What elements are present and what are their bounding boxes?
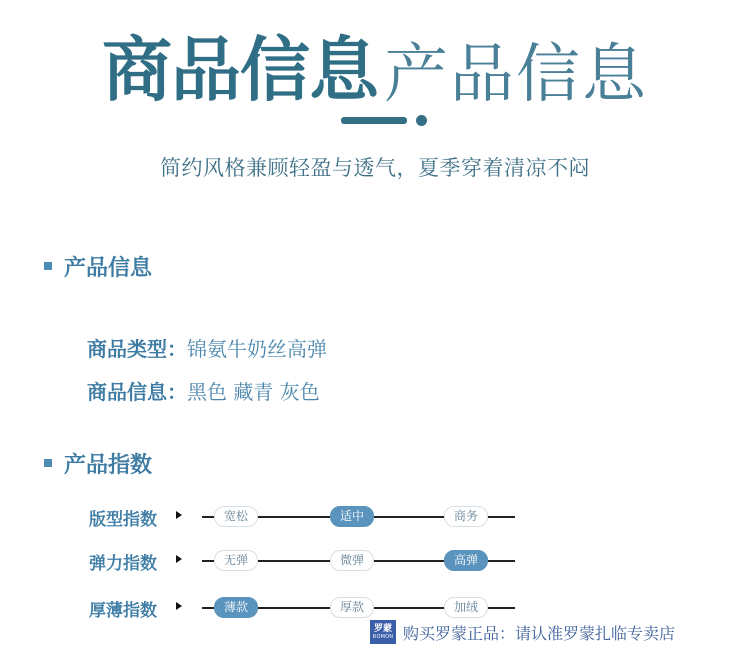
watermark-text: 购买罗蒙正品：请认准罗蒙扎临专卖店 xyxy=(403,623,676,643)
index-option: 商务 xyxy=(444,506,488,527)
index-option: 无弹 xyxy=(214,550,258,571)
brand-logo: 罗蒙 ROMON xyxy=(370,620,396,644)
section-product-info xyxy=(44,251,152,281)
index-option: 高弹 xyxy=(444,550,488,571)
section-title: 产品信息 xyxy=(64,255,153,281)
triangle-right-icon xyxy=(176,602,182,610)
index-option: 薄款 xyxy=(214,597,258,618)
square-bullet-icon xyxy=(44,459,52,467)
info-label: 商品类型： xyxy=(87,337,187,361)
index-option: 厚款 xyxy=(330,597,374,618)
index-row-fit xyxy=(0,503,750,531)
index-label: 版型指数 xyxy=(89,510,157,530)
index-row-stretch xyxy=(0,547,750,575)
title-underline-dot xyxy=(416,115,427,126)
index-label: 厚薄指数 xyxy=(89,601,157,621)
triangle-right-icon xyxy=(176,555,182,563)
title-underline-bar xyxy=(341,117,407,124)
info-label: 商品信息： xyxy=(87,380,187,404)
info-row-type xyxy=(87,333,327,362)
subtitle: 简约风格兼顾轻盈与透气，夏季穿着清凉不闷 xyxy=(160,156,590,180)
index-row-thickness xyxy=(0,594,750,622)
section-product-index xyxy=(44,448,152,478)
index-option: 适中 xyxy=(330,506,374,527)
watermark xyxy=(370,620,675,644)
index-option: 微弹 xyxy=(330,550,374,571)
square-bullet-icon xyxy=(44,262,52,270)
page-title xyxy=(0,14,750,112)
index-option: 加绒 xyxy=(444,597,488,618)
section-title: 产品指数 xyxy=(64,452,153,478)
info-value: 锦氨牛奶丝高弹 xyxy=(187,337,327,361)
triangle-right-icon xyxy=(176,511,182,519)
title-light: 产品信息 xyxy=(384,38,648,112)
index-label: 弹力指数 xyxy=(89,554,157,574)
info-row-colors xyxy=(87,376,320,405)
info-value: 黑色 藏青 灰色 xyxy=(187,380,320,404)
title-bold: 商品信息 xyxy=(102,29,378,111)
index-option: 宽松 xyxy=(214,506,258,527)
